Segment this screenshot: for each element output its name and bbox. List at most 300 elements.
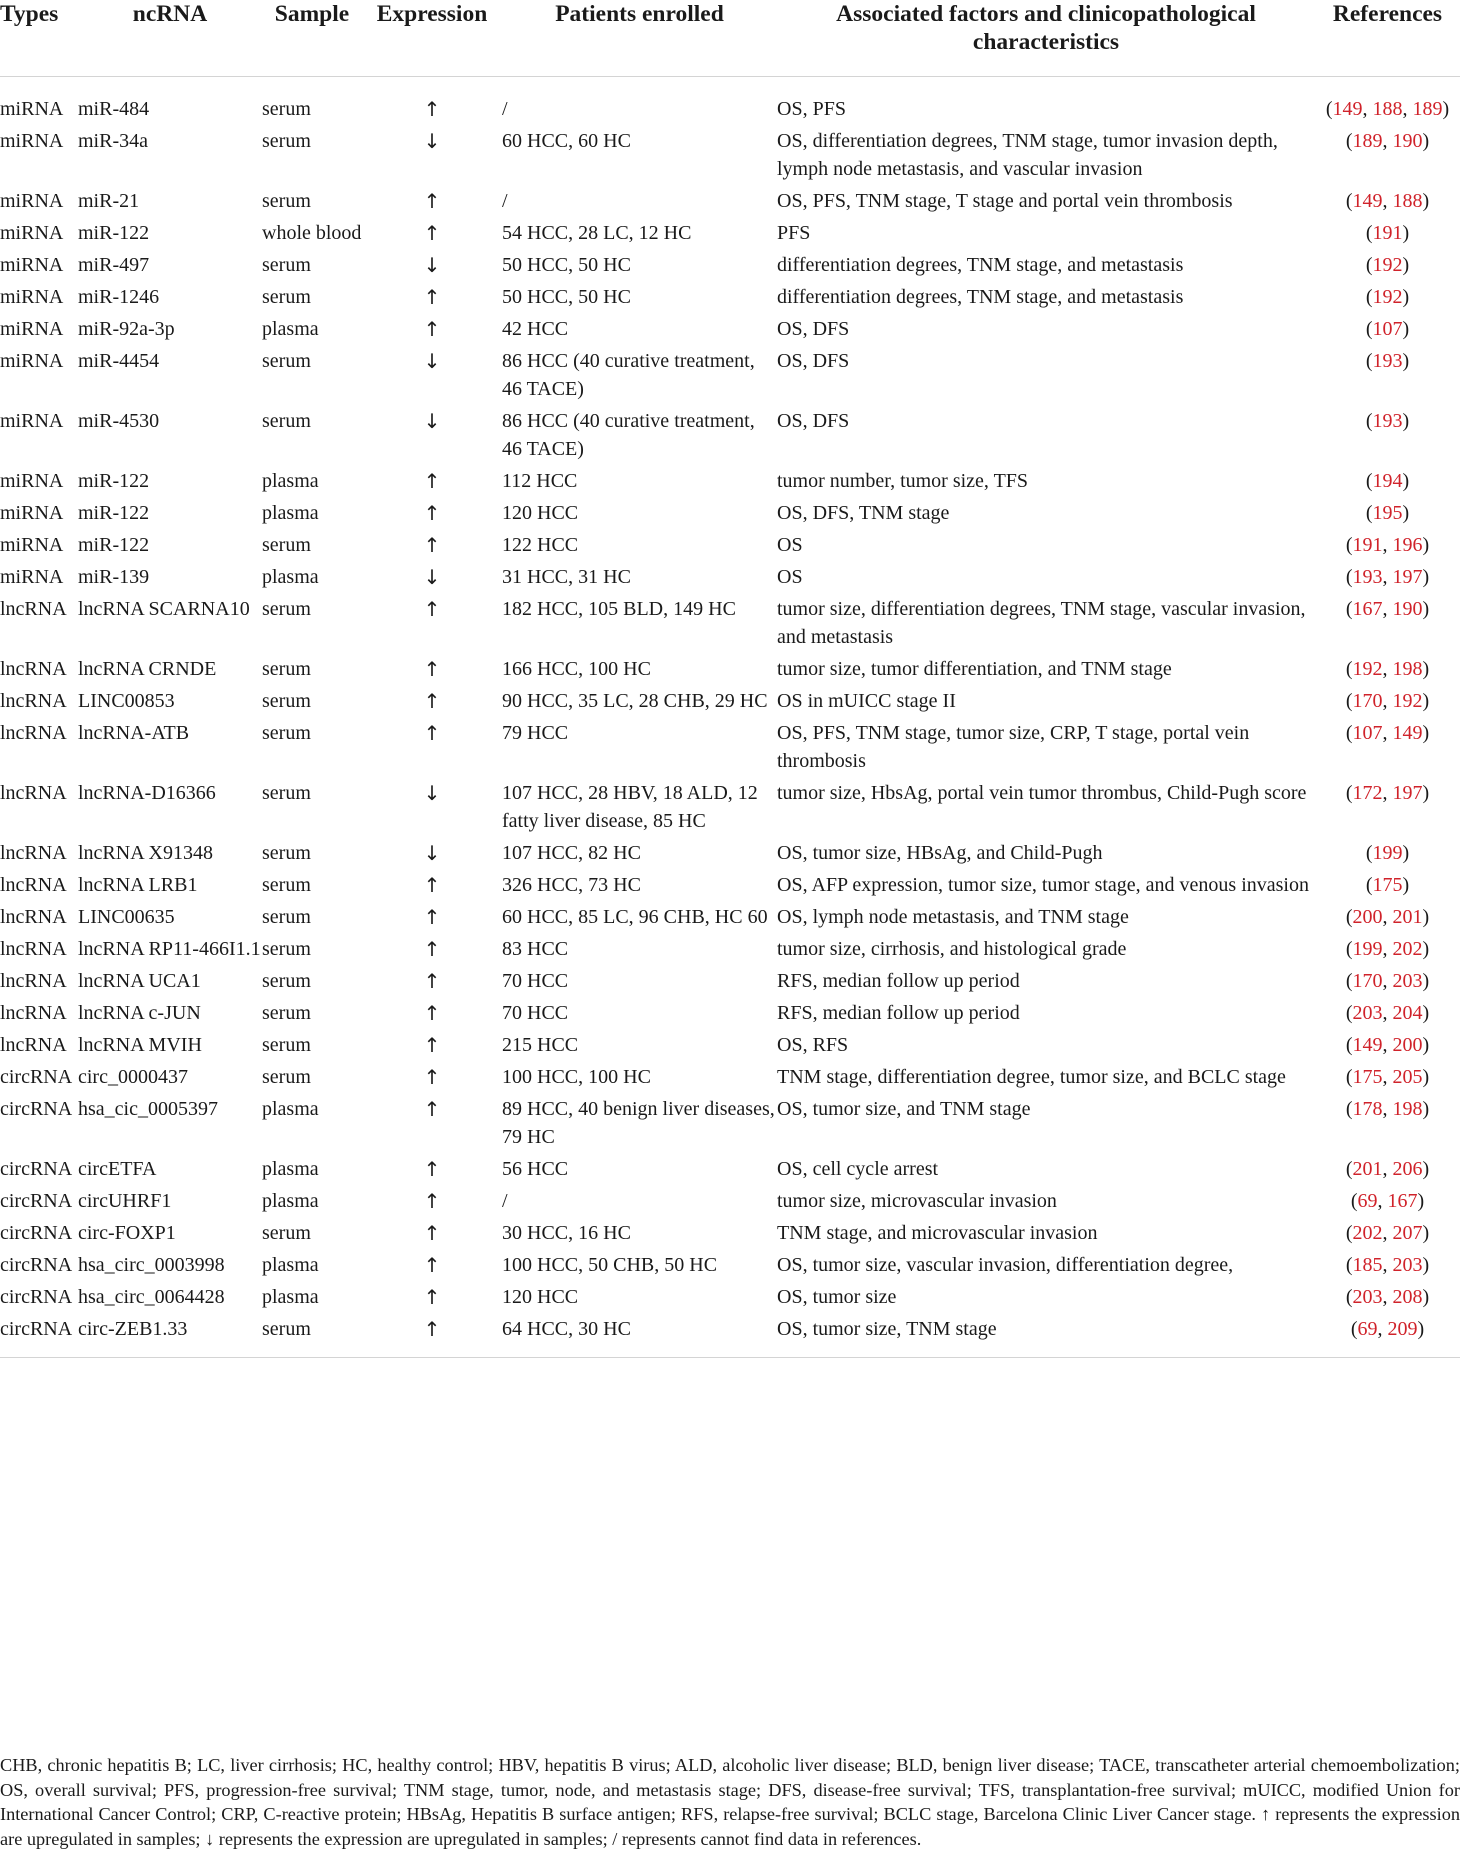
reference-link[interactable]: 167 (1387, 1190, 1418, 1212)
cell-type: circRNA (0, 1158, 73, 1180)
table-row (0, 279, 1460, 311)
cell-type: miRNA (0, 410, 64, 432)
reference-link[interactable]: 193 (1352, 566, 1383, 588)
reference-link[interactable]: 189 (1352, 130, 1383, 152)
reference-link[interactable]: 192 (1392, 690, 1423, 712)
reference-link[interactable]: 69 (1357, 1318, 1378, 1340)
reference-link[interactable]: 170 (1352, 690, 1383, 712)
reference-link[interactable]: 69 (1357, 1190, 1378, 1212)
cell-factors: tumor size, cirrhosis, and histological grade (777, 938, 1127, 960)
cell-ncrna: miR-4454 (78, 350, 160, 372)
cell-references: (189, 190) (1345, 130, 1430, 152)
cell-factors: differentiation degrees, TNM stage, and metastasis (777, 254, 1184, 276)
table-row (0, 247, 1460, 279)
cell-type: lncRNA (0, 1034, 67, 1056)
cell-patients: 107 HCC, 28 HBV, 18 ALD, 12 fatty liver disease, 85 HC (502, 782, 758, 832)
reference-link[interactable]: 200 (1392, 1034, 1423, 1056)
cell-type: miRNA (0, 350, 64, 372)
cell-patients: 107 HCC, 82 HC (502, 842, 641, 864)
cell-type: miRNA (0, 222, 64, 244)
table-row (0, 527, 1460, 559)
cell-sample: serum (262, 254, 311, 276)
cell-ncrna: lncRNA SCARNA10 (78, 598, 250, 620)
cell-ncrna: hsa_circ_0003998 (78, 1254, 225, 1276)
cell-expression: ↑ (423, 1285, 441, 1309)
cell-ncrna: circ-FOXP1 (78, 1222, 176, 1244)
cell-references: (192, 198) (1345, 658, 1430, 680)
reference-link[interactable]: 199 (1372, 842, 1403, 864)
cell-factors: OS, tumor size, and TNM stage (777, 1098, 1031, 1120)
header-row (0, 0, 1460, 77)
cell-type: lncRNA (0, 658, 67, 680)
cell-type: lncRNA (0, 970, 67, 992)
cell-patients: 122 HCC (502, 534, 579, 556)
reference-link[interactable]: 175 (1372, 874, 1403, 896)
reference-link[interactable]: 172 (1352, 782, 1383, 804)
cell-ncrna: lncRNA X91348 (78, 842, 213, 864)
cell-ncrna: circUHRF1 (78, 1190, 172, 1212)
cell-sample: plasma (262, 1098, 319, 1120)
cell-ncrna: miR-4530 (78, 410, 160, 432)
cell-patients: 42 HCC (502, 318, 569, 340)
cell-references: (191, 196) (1345, 534, 1430, 556)
cell-factors: tumor size, differentiation degrees, TNM stage, vascular invasion, and metastasis (777, 598, 1306, 648)
cell-references: (149, 188, 189) (1325, 98, 1450, 120)
cell-expression: ↑ (423, 469, 441, 493)
cell-references: (69, 167) (1350, 1190, 1425, 1212)
cell-patients: 326 HCC, 73 HC (502, 874, 641, 896)
cell-patients: 30 HCC, 16 HC (502, 1222, 631, 1244)
cell-factors: OS in mUICC stage II (777, 690, 956, 712)
cell-ncrna: circ-ZEB1.33 (78, 1318, 188, 1340)
cell-type: miRNA (0, 534, 64, 556)
cell-factors: OS, PFS (777, 98, 846, 120)
cell-patients: 79 HCC (502, 722, 569, 744)
reference-link[interactable]: 185 (1352, 1254, 1383, 1276)
table-row (0, 931, 1460, 963)
cell-patients: 112 HCC (502, 470, 578, 492)
cell-expression: ↑ (423, 1097, 441, 1121)
header-sample: Sample (274, 1, 350, 27)
cell-ncrna: hsa_cic_0005397 (78, 1098, 218, 1120)
reference-link[interactable]: 192 (1372, 254, 1403, 276)
cell-factors: OS, DFS (777, 318, 850, 340)
reference-link[interactable]: 170 (1352, 970, 1383, 992)
cell-factors: OS, tumor size, HBsAg, and Child-Pugh (777, 842, 1103, 864)
cell-expression: ↑ (423, 905, 441, 929)
reference-link[interactable]: 149 (1352, 1034, 1383, 1056)
reference-link[interactable]: 202 (1392, 938, 1423, 960)
reference-link[interactable]: 192 (1352, 658, 1383, 680)
reference-link[interactable]: 193 (1372, 350, 1403, 372)
cell-expression: ↑ (423, 1221, 441, 1245)
cell-expression: ↑ (423, 689, 441, 713)
cell-references: (203, 204) (1345, 1002, 1430, 1024)
reference-link[interactable]: 190 (1392, 130, 1423, 152)
cell-patients: 100 HCC, 100 HC (502, 1066, 651, 1088)
reference-link[interactable]: 167 (1352, 598, 1383, 620)
cell-ncrna: miR-122 (78, 470, 150, 492)
cell-references: (149, 200) (1345, 1034, 1430, 1056)
cell-factors: RFS, median follow up period (777, 970, 1020, 992)
cell-references: (167, 190) (1345, 598, 1430, 620)
cell-ncrna: miR-34a (78, 130, 148, 152)
table-row (0, 835, 1460, 867)
table-row (0, 683, 1460, 715)
cell-type: circRNA (0, 1286, 73, 1308)
cell-patients: 50 HCC, 50 HC (502, 286, 631, 308)
reference-link[interactable]: 201 (1392, 906, 1423, 928)
reference-link[interactable]: 209 (1387, 1318, 1418, 1340)
cell-patients: 86 HCC (40 curative treatment, 46 TACE) (502, 410, 755, 460)
reference-link[interactable]: 205 (1392, 1066, 1423, 1088)
cell-references: (149, 188) (1345, 190, 1430, 212)
cell-factors: OS, lymph node metastasis, and TNM stage (777, 906, 1129, 928)
cell-type: lncRNA (0, 782, 67, 804)
cell-type: lncRNA (0, 722, 67, 744)
cell-references: (178, 198) (1345, 1098, 1430, 1120)
cell-type: lncRNA (0, 938, 67, 960)
reference-link[interactable]: 198 (1392, 658, 1423, 680)
cell-sample: serum (262, 130, 311, 152)
cell-ncrna: miR-122 (78, 534, 150, 556)
cell-factors: OS, DFS (777, 350, 850, 372)
table-row (0, 1247, 1460, 1279)
cell-sample: serum (262, 98, 311, 120)
cell-factors: OS (777, 566, 803, 588)
cell-type: circRNA (0, 1254, 73, 1276)
cell-sample: plasma (262, 1158, 319, 1180)
cell-sample: serum (262, 970, 311, 992)
cell-expression: ↑ (423, 1157, 441, 1181)
cell-references: (199) (1365, 842, 1410, 864)
cell-ncrna: lncRNA-ATB (78, 722, 190, 744)
reference-link[interactable]: 196 (1392, 534, 1423, 556)
cell-expression: ↑ (423, 873, 441, 897)
cell-type: circRNA (0, 1222, 73, 1244)
cell-expression: ↑ (423, 533, 441, 557)
cell-ncrna: miR-21 (78, 190, 140, 212)
cell-type: lncRNA (0, 906, 67, 928)
reference-link[interactable]: 202 (1352, 1222, 1383, 1244)
reference-link[interactable]: 199 (1352, 938, 1383, 960)
cell-patients: 83 HCC (502, 938, 569, 960)
cell-ncrna: miR-122 (78, 502, 150, 524)
cell-sample: serum (262, 658, 311, 680)
cell-type: lncRNA (0, 1002, 67, 1024)
cell-references: (192) (1365, 254, 1410, 276)
reference-link[interactable]: 203 (1392, 1254, 1423, 1276)
cell-factors: OS, RFS (777, 1034, 849, 1056)
cell-references: (107) (1365, 318, 1410, 340)
cell-ncrna: circ_0000437 (78, 1066, 188, 1088)
reference-link[interactable]: 206 (1392, 1158, 1423, 1180)
cell-ncrna: lncRNA MVIH (78, 1034, 202, 1056)
cell-expression: ↑ (423, 1033, 441, 1057)
cell-patients: 60 HCC, 85 LC, 96 CHB, HC 60 (502, 906, 768, 928)
table-row (0, 1027, 1460, 1059)
cell-sample: plasma (262, 1286, 319, 1308)
reference-link[interactable]: 203 (1352, 1286, 1383, 1308)
header-expression: Expression (376, 1, 488, 27)
cell-sample: serum (262, 350, 311, 372)
cell-sample: serum (262, 1318, 311, 1340)
cell-factors: tumor size, tumor differentiation, and TNM stage (777, 658, 1172, 680)
cell-references: (170, 192) (1345, 690, 1430, 712)
cell-expression: ↑ (423, 1065, 441, 1089)
cell-expression: ↓ (423, 841, 441, 865)
cell-references: (175) (1365, 874, 1410, 896)
cell-sample: serum (262, 1002, 311, 1024)
cell-ncrna: lncRNA CRNDE (78, 658, 217, 680)
reference-link[interactable]: 107 (1352, 722, 1383, 744)
cell-patients: 86 HCC (40 curative treatment, 46 TACE) (502, 350, 755, 400)
header-ncrna: ncRNA (132, 1, 208, 27)
cell-references: (191) (1365, 222, 1410, 244)
cell-factors: OS, tumor size (777, 1286, 897, 1308)
reference-link[interactable]: 203 (1392, 970, 1423, 992)
cell-sample: plasma (262, 1190, 319, 1212)
cell-expression: ↓ (423, 129, 441, 153)
cell-factors: OS, cell cycle arrest (777, 1158, 939, 1180)
cell-type: miRNA (0, 318, 64, 340)
cell-sample: serum (262, 842, 311, 864)
cell-expression: ↑ (423, 1317, 441, 1341)
cell-sample: serum (262, 690, 311, 712)
reference-link[interactable]: 149 (1392, 722, 1423, 744)
cell-factors: differentiation degrees, TNM stage, and metastasis (777, 286, 1184, 308)
cell-factors: tumor number, tumor size, TFS (777, 470, 1029, 492)
cell-expression: ↑ (423, 97, 441, 121)
cell-patients: 89 HCC, 40 benign liver diseases, 79 HC (502, 1098, 775, 1148)
cell-references: (200, 201) (1345, 906, 1430, 928)
cell-ncrna: LINC00635 (78, 906, 175, 928)
table-body (0, 77, 1460, 1358)
cell-patients: 31 HCC, 31 HC (502, 566, 631, 588)
table-row (0, 651, 1460, 683)
cell-expression: ↑ (423, 937, 441, 961)
cell-factors: OS (777, 534, 803, 556)
cell-factors: TNM stage, differentiation degree, tumor size, and BCLC stage (777, 1066, 1286, 1088)
reference-link[interactable]: 191 (1352, 534, 1383, 556)
table-row (0, 1215, 1460, 1247)
cell-expression: ↓ (423, 349, 441, 373)
table-row (0, 1311, 1460, 1358)
cell-references: (185, 203) (1345, 1254, 1430, 1276)
cell-expression: ↓ (423, 409, 441, 433)
reference-link[interactable]: 201 (1352, 1158, 1383, 1180)
table-row (0, 867, 1460, 899)
cell-sample: whole blood (262, 222, 362, 244)
cell-patients: 50 HCC, 50 HC (502, 254, 631, 276)
cell-patients: 64 HCC, 30 HC (502, 1318, 631, 1340)
reference-link[interactable]: 197 (1392, 782, 1423, 804)
cell-patients: 60 HCC, 60 HC (502, 130, 631, 152)
cell-references: (107, 149) (1345, 722, 1430, 744)
cell-factors: RFS, median follow up period (777, 1002, 1020, 1024)
table-row (0, 77, 1460, 124)
cell-ncrna: miR-497 (78, 254, 150, 276)
reference-link[interactable]: 107 (1372, 318, 1403, 340)
table-row (0, 1183, 1460, 1215)
cell-references: (201, 206) (1345, 1158, 1430, 1180)
cell-references: (199, 202) (1345, 938, 1430, 960)
cell-expression: ↑ (423, 317, 441, 341)
cell-expression: ↑ (423, 221, 441, 245)
cell-expression: ↑ (423, 721, 441, 745)
cell-type: miRNA (0, 286, 64, 308)
reference-link[interactable]: 193 (1372, 410, 1403, 432)
reference-link[interactable]: 204 (1392, 1002, 1423, 1024)
cell-references: (193) (1365, 350, 1410, 372)
table-row (0, 1059, 1460, 1091)
cell-ncrna: lncRNA UCA1 (78, 970, 201, 992)
cell-references: (192) (1365, 286, 1410, 308)
reference-link[interactable]: 175 (1352, 1066, 1383, 1088)
cell-type: miRNA (0, 566, 64, 588)
cell-ncrna: miR-139 (78, 566, 150, 588)
cell-ncrna: hsa_circ_0064428 (78, 1286, 225, 1308)
cell-sample: serum (262, 1222, 311, 1244)
cell-expression: ↑ (423, 597, 441, 621)
reference-link[interactable]: 197 (1392, 566, 1423, 588)
cell-sample: plasma (262, 1254, 319, 1276)
cell-factors: OS, DFS, TNM stage (777, 502, 950, 524)
cell-expression: ↑ (423, 501, 441, 525)
cell-factors: tumor size, HbsAg, portal vein tumor thrombus, Child-Pugh score (777, 782, 1307, 804)
table-row (0, 1279, 1460, 1311)
cell-sample: serum (262, 1066, 311, 1088)
cell-references: (170, 203) (1345, 970, 1430, 992)
table-row (0, 311, 1460, 343)
cell-type: lncRNA (0, 874, 67, 896)
cell-expression: ↑ (423, 1253, 441, 1277)
cell-patients: 120 HCC (502, 502, 579, 524)
cell-patients: 54 HCC, 28 LC, 12 HC (502, 222, 692, 244)
table-row (0, 1091, 1460, 1151)
cell-sample: serum (262, 782, 311, 804)
cell-factors: OS, tumor size, TNM stage (777, 1318, 997, 1340)
reference-link[interactable]: 178 (1352, 1098, 1383, 1120)
cell-factors: OS, tumor size, vascular invasion, differentiation degree, (777, 1254, 1234, 1276)
cell-factors: OS, AFP expression, tumor size, tumor stage, and venous invasion (777, 874, 1309, 896)
cell-type: miRNA (0, 130, 64, 152)
cell-ncrna: miR-122 (78, 222, 150, 244)
table-row (0, 343, 1460, 403)
reference-link[interactable]: 189 (1412, 98, 1443, 120)
cell-factors: OS, PFS, TNM stage, tumor size, CRP, T stage, portal vein thrombosis (777, 722, 1250, 772)
table-row (0, 123, 1460, 183)
reference-link[interactable]: 208 (1392, 1286, 1423, 1308)
cell-patients: 70 HCC (502, 970, 569, 992)
cell-ncrna: miR-92a-3p (78, 318, 175, 340)
cell-patients: 56 HCC (502, 1158, 569, 1180)
cell-type: miRNA (0, 502, 64, 524)
table-row (0, 963, 1460, 995)
cell-sample: serum (262, 534, 311, 556)
reference-link[interactable]: 188 (1392, 190, 1423, 212)
reference-link[interactable]: 198 (1392, 1098, 1423, 1120)
header-factors: Associated factors and clinicopathological characteristics (836, 1, 1256, 55)
reference-link[interactable]: 207 (1392, 1222, 1423, 1244)
reference-link[interactable]: 190 (1392, 598, 1423, 620)
table-row (0, 995, 1460, 1027)
table-row (0, 559, 1460, 591)
cell-sample: serum (262, 1034, 311, 1056)
cell-expression: ↑ (423, 285, 441, 309)
cell-type: miRNA (0, 254, 64, 276)
cell-sample: plasma (262, 318, 319, 340)
reference-link[interactable]: 149 (1332, 98, 1363, 120)
cell-sample: serum (262, 874, 311, 896)
cell-sample: serum (262, 410, 311, 432)
table-row (0, 591, 1460, 651)
cell-sample: serum (262, 938, 311, 960)
cell-factors: OS, PFS, TNM stage, T stage and portal vein thrombosis (777, 190, 1233, 212)
cell-references: (194) (1365, 470, 1410, 492)
cell-type: miRNA (0, 98, 64, 120)
reference-link[interactable]: 203 (1352, 1002, 1383, 1024)
cell-patients: / (502, 190, 508, 212)
cell-patients: 90 HCC, 35 LC, 28 CHB, 29 HC (502, 690, 768, 712)
cell-references: (69, 209) (1350, 1318, 1425, 1340)
cell-type: circRNA (0, 1190, 73, 1212)
cell-sample: serum (262, 906, 311, 928)
cell-expression: ↑ (423, 1189, 441, 1213)
cell-type: circRNA (0, 1318, 73, 1340)
reference-link[interactable]: 188 (1372, 98, 1403, 120)
reference-link[interactable]: 192 (1372, 286, 1403, 308)
cell-expression: ↓ (423, 253, 441, 277)
cell-expression: ↑ (423, 969, 441, 993)
cell-patients: 215 HCC (502, 1034, 579, 1056)
header-patients: Patients enrolled (555, 1, 724, 27)
cell-sample: plasma (262, 502, 319, 524)
reference-link[interactable]: 195 (1372, 502, 1403, 524)
cell-patients: 70 HCC (502, 1002, 569, 1024)
cell-expression: ↑ (423, 657, 441, 681)
cell-expression: ↓ (423, 781, 441, 805)
cell-factors: PFS (777, 222, 811, 244)
table-footnote: CHB, chronic hepatitis B; LC, liver cirrhosis; HC, healthy control; HBV, hepatitis B virus; ALD, alcoholic liver disease; BLD, benign liver disease; TACE, transcatheter arterial chemoembolization; OS, overall survival; PFS, progression-free survival; TNM stage, tumor, node, and metastasis stage; DFS, disease-free survival; TFS, transplantation-free survival; mUICC, modified Union for International Cancer Control; CRP, C-reactive protein; HBsAg, Hepatitis B surface antigen; RFS, relapse-free survival; BCLC stage, Barcelona Clinic Liver Cancer stage. ↑ represents the expression are upregulated in samples; ↓ represents the expression are upregulated in samples; / represents cannot find data in references. (0, 1755, 1460, 1849)
cell-type: circRNA (0, 1098, 73, 1120)
cell-patients: 166 HCC, 100 HC (502, 658, 651, 680)
cell-patients: 120 HCC (502, 1286, 579, 1308)
reference-link[interactable]: 194 (1372, 470, 1403, 492)
cell-expression: ↑ (423, 1001, 441, 1025)
reference-link[interactable]: 149 (1352, 190, 1383, 212)
cell-ncrna: LINC00853 (78, 690, 175, 712)
table-row (0, 463, 1460, 495)
table-row (0, 183, 1460, 215)
cell-expression: ↑ (423, 189, 441, 213)
cell-type: lncRNA (0, 598, 67, 620)
cell-ncrna: circETFA (78, 1158, 157, 1180)
cell-ncrna: miR-1246 (78, 286, 160, 308)
cell-patients: / (502, 1190, 508, 1212)
table-row (0, 215, 1460, 247)
reference-link[interactable]: 191 (1372, 222, 1403, 244)
cell-references: (195) (1365, 502, 1410, 524)
cell-type: lncRNA (0, 690, 67, 712)
cell-factors: OS, DFS (777, 410, 850, 432)
reference-link[interactable]: 200 (1352, 906, 1383, 928)
cell-type: lncRNA (0, 842, 67, 864)
cell-type: miRNA (0, 190, 64, 212)
cell-references: (193, 197) (1345, 566, 1430, 588)
cell-type: miRNA (0, 470, 64, 492)
cell-sample: serum (262, 598, 311, 620)
